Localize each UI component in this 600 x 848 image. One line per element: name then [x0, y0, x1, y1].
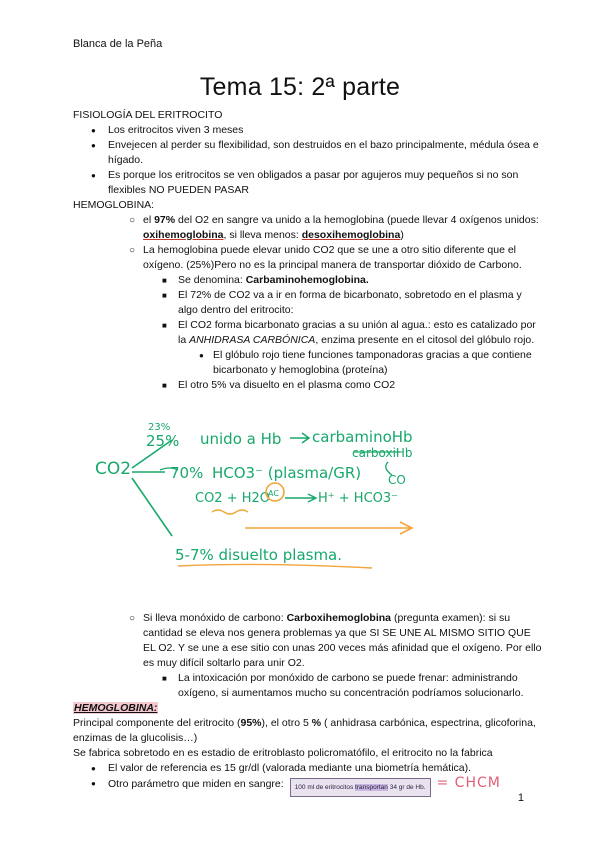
list-item: ● Los eritrocitos viven 3 meses — [73, 123, 543, 138]
paragraph: Se fabrica sobretodo en es estadio de eritroblasto policromatófilo, el eritrocito no la fabrica — [73, 747, 493, 759]
list-item: ■ La intoxicación por monóxido de carbono se puede frenar: administrando oxígeno, si aumentamos mucho su concentración podríamos solucionarlo. — [73, 671, 543, 701]
hw-squiggle — [212, 510, 248, 514]
hw-products: H⁺ + HCO3⁻ — [318, 491, 399, 506]
hw-pct-23: 23% — [148, 422, 171, 433]
hw-underline — [178, 564, 372, 568]
section-heading-fisiologia: FISIOLOGÍA DEL ERITROCITO — [73, 109, 223, 121]
list-item: ● Es porque los eritrocitos se ven obligados a pasar por agujeros muy pequeños si no son flexibles NO PUEDEN PASAR — [73, 168, 543, 198]
hw-unido: unido a Hb — [200, 430, 282, 448]
reference-snippet: 100 ml de eritrocitos transportan 34 gr de Hb. — [290, 778, 431, 797]
hw-arrow-1 — [290, 433, 309, 443]
list-item: ■ Se denomina: Carbaminohemoglobina. — [73, 273, 543, 288]
hw-pct-70: 70% — [170, 464, 204, 482]
hw-arrow-2 — [285, 494, 316, 502]
hw-branch-bottom — [132, 478, 172, 536]
list-item: ○ Si lleva monóxido de carbono: Carboxihemoglobina (pregunta examen): si su cantidad se eleva nos genera problemas ya que SI SE UNE AL MISMO SITIO QUE EL O2. Y se une a ese sitio con unas 200 veces más afinidad que el oxígeno. Por ello es muy difícil soltarlo para unir O2. — [73, 611, 543, 671]
list-item: ■ El otro 5% va disuelto en el plasma como CO2 — [73, 378, 543, 393]
hw-hco3: HCO3⁻ (plasma/GR) — [212, 464, 362, 482]
list-item: ○ el 97% del O2 en sangre va unido a la hemoglobina (puede llevar 4 oxígenos unidos: oxihemoglobina, si lleva menos: desoxihemoglobina) — [73, 213, 543, 243]
list-item: ● El valor de referencia es 15 gr/dl (valorada mediante una biometría hemática). — [73, 761, 543, 776]
hw-disuelto: 5-7% disuelto plasma. — [175, 546, 343, 564]
page-number: 1 — [517, 792, 524, 804]
list-item: ● Envejecen al perder su flexibilidad, son destruidos en el bazo principalmente, médula ósea e hígado. — [73, 138, 543, 168]
list-item: ■ El 72% de CO2 va a ir en forma de bicarbonato, sobretodo en el plasma y algo dentro del eritrocito: — [73, 288, 543, 318]
hw-co: CO — [388, 473, 406, 487]
list-item: ■ El CO2 forma bicarbonato gracias a su unión al agua.: esto es catalizado por la ANHIDRASA CARBÓNICA, enzima presente en el citosol del glóbulo rojo. — [73, 318, 543, 348]
header-author: Blanca de la Peña — [73, 38, 163, 50]
page-title: Tema 15: 2ª parte — [199, 73, 401, 101]
list-item: ○ La hemoglobina puede elevar unido CO2 que se une a otro sitio diferente que el oxígeno. (25%)Pero no es la principal manera de transportar dióxido de Carbono. — [73, 243, 543, 273]
paragraph: Principal componente del eritrocito (95%), el otro 5 % ( anhidrasa carbónica, espectrina, glicoforina, enzimas de la glucolisis…) — [73, 717, 536, 744]
hw-co2: CO2 — [95, 459, 132, 479]
hw-carbamino: carbaminoHb — [312, 428, 413, 446]
list-item: ● El glóbulo rojo tiene funciones tamponadoras gracias a que contiene bicarbonato y hemoglobina (proteína) — [73, 348, 543, 378]
hw-carboxi: carboxiHb — [352, 446, 413, 460]
list-item: ● Otro parámetro que miden en sangre: 100 ml de eritrocitos transportan 34 gr de Hb. = CHCM — [73, 776, 543, 795]
hw-ac: AC — [268, 489, 279, 498]
hw-pct-25: 25% — [146, 432, 180, 450]
handwritten-chcm: = CHCM — [436, 775, 501, 791]
hw-equation: CO2 + H2O — [195, 491, 271, 506]
section-heading-hemoglobina-2: HEMOGLOBINA: — [74, 702, 158, 714]
hw-orange-arrow — [245, 522, 412, 534]
section-heading-hemoglobina: HEMOGLOBINA: — [73, 199, 155, 211]
